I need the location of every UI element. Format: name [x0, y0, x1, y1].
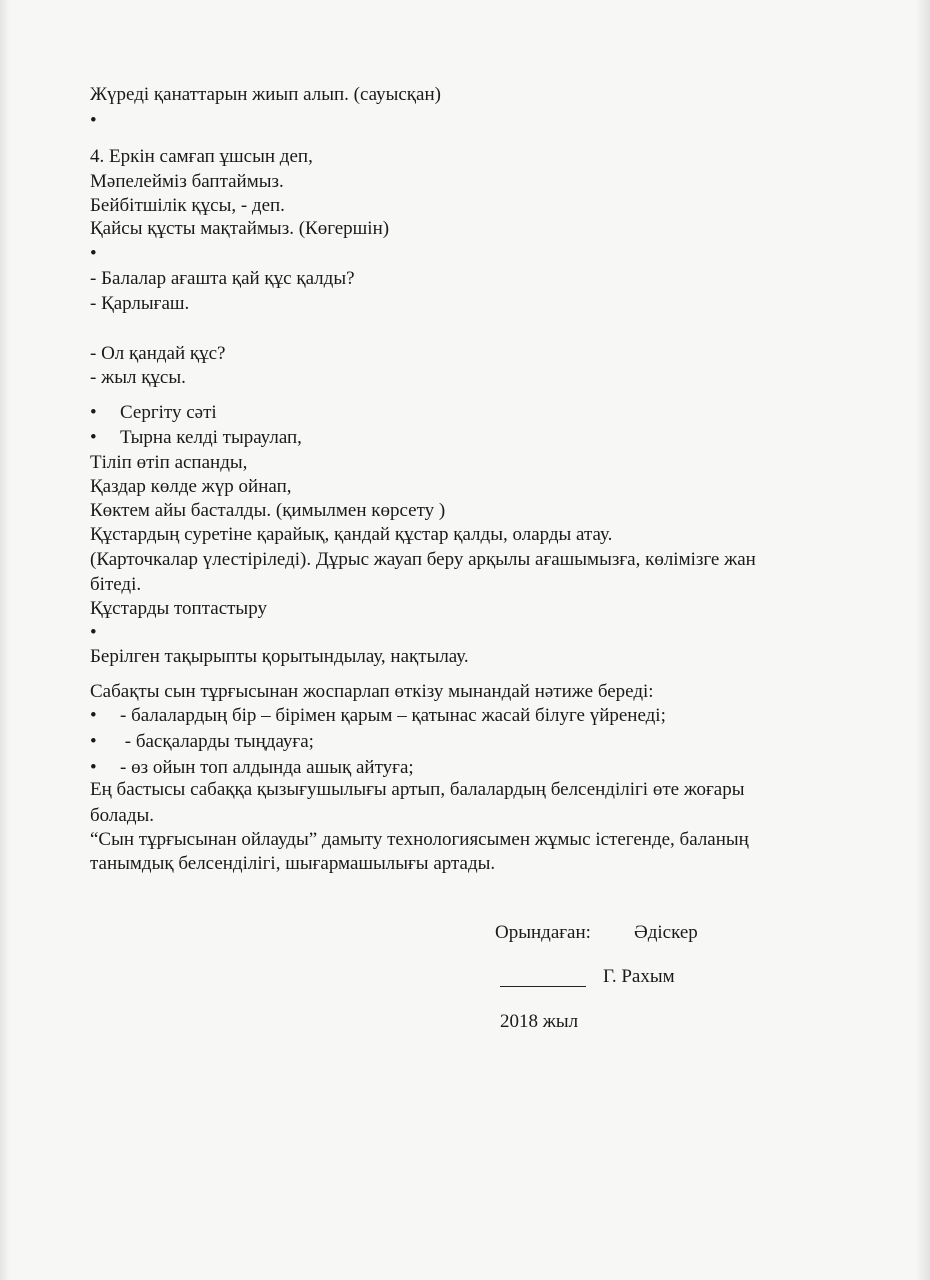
bullet-mark: •: [90, 402, 97, 423]
poem-line: Қайсы құсты мақтаймыз. (Көгершін): [90, 218, 390, 239]
text-line: Жүреді қанаттарын жиып алып. (сауысқан): [90, 84, 441, 105]
bullet-text: - басқаларды тыңдауға;: [120, 731, 314, 752]
poem-line: Мәпелейміз баптаймыз.: [90, 171, 284, 192]
text-line: танымдық белсенділігі, шығармашылығы артады.: [90, 853, 496, 874]
dialog-line: - жыл құсы.: [90, 367, 186, 388]
year-text: 2018 жыл: [500, 1011, 579, 1032]
bullet-item: [90, 731, 314, 753]
bullet-mark: •: [90, 110, 97, 131]
bullet-text: Тырна келді тыраулап,: [120, 427, 302, 448]
bullet-text: Сергіту сәті: [120, 402, 217, 423]
bullet-mark: •: [90, 705, 97, 726]
bullet-mark: •: [90, 243, 97, 264]
poem-line: Бейбітшілік құсы, - деп.: [90, 195, 285, 216]
text-line: Сабақты сын тұрғысынан жоспарлап өткізу мынандай нәтиже береді:: [90, 681, 654, 702]
dialog-line: - Балалар ағашта қай құс қалды?: [90, 268, 355, 289]
dialog-line: - Ол қандай құс?: [90, 343, 226, 364]
bullet-mark: •: [90, 622, 97, 643]
role-text: Әдіскер: [634, 922, 698, 943]
text-line: Ең бастысы сабаққа қызығушылығы артып, балалардың белсенділігі өте жоғары: [90, 779, 745, 800]
bullet-text: - балалардың бір – бірімен қарым – қатынас жасай білуге үйренеді;: [120, 705, 666, 726]
poem-line: Тіліп өтіп аспанды,: [90, 452, 248, 473]
signer-name: Г. Рахым: [603, 966, 675, 987]
bullet-item: [90, 757, 414, 779]
poem-line: Көктем айы басталды. (қимылмен көрсету ): [90, 500, 446, 521]
bullet-item: [90, 427, 302, 449]
poem-line: 4. Еркін самғап ұшсын деп,: [90, 146, 313, 167]
text-line: “Сын тұрғысынан ойлауды” дамыту технологиясымен жұмыс істегенде, баланың: [90, 829, 749, 850]
text-line: болады.: [90, 805, 155, 826]
text-line: Құстарды топтастыру: [90, 598, 267, 619]
text-line: Құстардың суретіне қарайық, қандай құстар қалды, оларды атау.: [90, 524, 613, 545]
bullet-mark: •: [90, 757, 97, 778]
bullet-item: [90, 705, 666, 727]
bullet-mark: •: [90, 731, 97, 752]
bullet-item: [90, 402, 217, 424]
performed-label: Орындаған:: [495, 922, 591, 943]
poem-line: Қаздар көлде жүр ойнап,: [90, 476, 292, 497]
text-line: (Карточкалар үлестіріледі). Дұрыс жауап беру арқылы ағашымызға, көлімізге жан: [90, 549, 756, 570]
text-line: Берілген тақырыпты қорытындылау, нақтылау.: [90, 646, 469, 667]
bullet-text: - өз ойын топ алдында ашық айтуға;: [120, 757, 414, 778]
bullet-mark: •: [90, 427, 97, 448]
text-line: бітеді.: [90, 574, 142, 595]
dialog-line: - Қарлығаш.: [90, 293, 190, 314]
signature-line: [500, 986, 586, 987]
